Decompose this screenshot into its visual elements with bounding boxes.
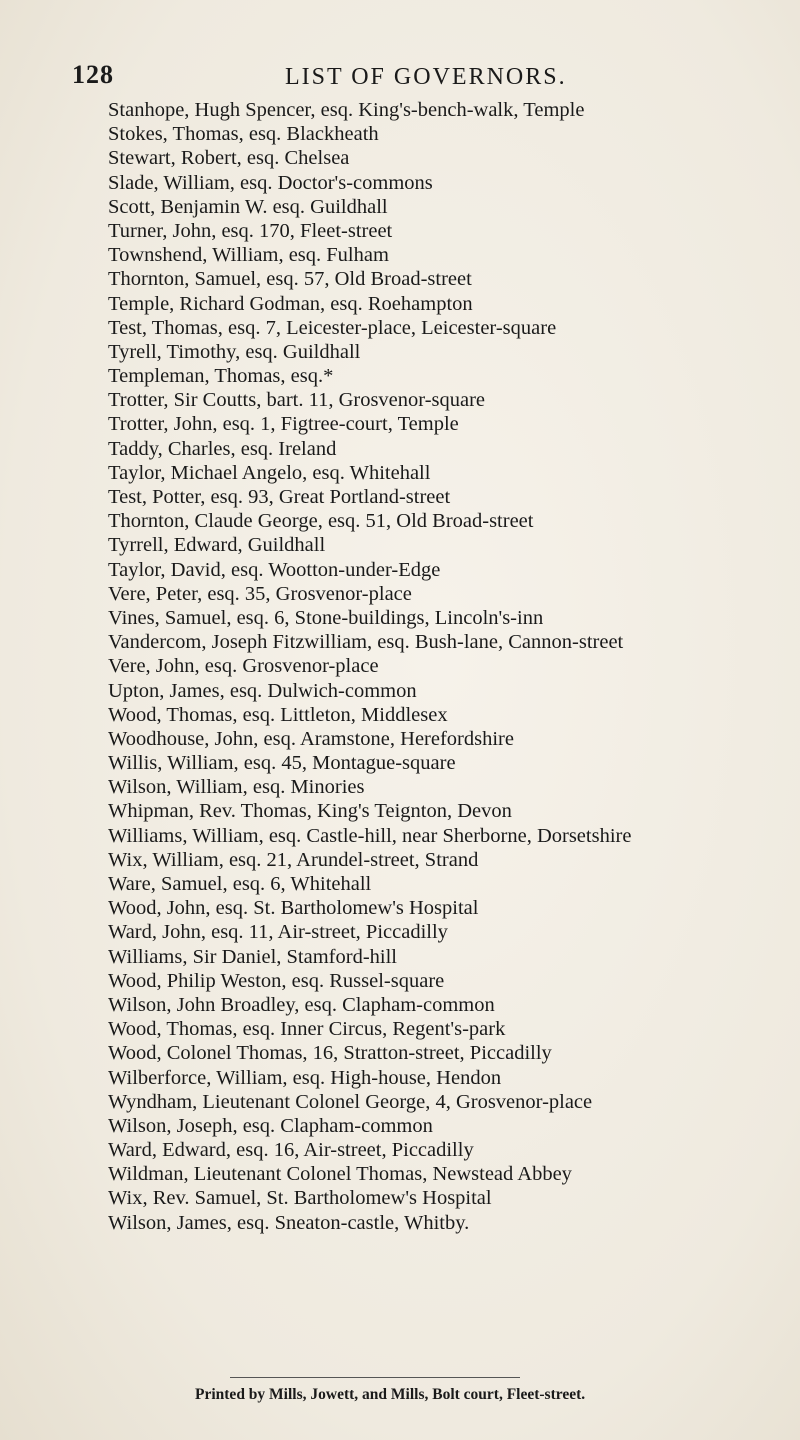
running-head: LIST OF GOVERNORS. <box>285 64 567 90</box>
list-item: Tyrrell, Edward, Guildhall <box>108 534 326 557</box>
printer-imprint: Printed by Mills, Jowett, and Mills, Bolt court, Fleet-street. <box>195 1386 586 1403</box>
list-item: Taylor, David, esq. Wootton-under-Edge <box>108 558 441 581</box>
list-item: Wood, Thomas, esq. Inner Circus, Regent's-park <box>108 1018 506 1041</box>
list-item: Upton, James, esq. Dulwich-common <box>108 679 417 702</box>
list-item: Vandercom, Joseph Fitzwilliam, esq. Bush-lane, Cannon-street <box>108 631 624 654</box>
list-item: Tyrell, Timothy, esq. Guildhall <box>108 340 361 363</box>
list-item: Trotter, Sir Coutts, bart. 11, Grosvenor-square <box>108 389 486 412</box>
list-item: Wyndham, Lieutenant Colonel George, 4, Grosvenor-place <box>108 1090 593 1113</box>
list-item: Wilson, Joseph, esq. Clapham-common <box>108 1114 433 1137</box>
list-item: Taylor, Michael Angelo, esq. Whitehall <box>108 461 431 484</box>
list-item: Temple, Richard Godman, esq. Roehampton <box>108 292 473 315</box>
list-item: Whipman, Rev. Thomas, King's Teignton, Devon <box>108 800 512 823</box>
list-item: Townshend, William, esq. Fulham <box>108 244 389 267</box>
list-item: Ward, John, esq. 11, Air-street, Piccadilly <box>108 921 448 944</box>
list-item: Stokes, Thomas, esq. Blackheath <box>108 123 379 146</box>
list-item: Wood, Colonel Thomas, 16, Stratton-street, Piccadilly <box>108 1042 552 1065</box>
footer-divider <box>230 1377 520 1378</box>
list-item: Vere, Peter, esq. 35, Grosvenor-place <box>108 582 412 605</box>
page-number: 128 <box>72 60 114 89</box>
list-item: Wix, Rev. Samuel, St. Bartholomew's Hospital <box>108 1187 492 1210</box>
list-item: Stanhope, Hugh Spencer, esq. King's-bench-walk, Temple <box>108 99 585 121</box>
list-item: Wood, John, esq. St. Bartholomew's Hospital <box>108 897 479 920</box>
list-item: Vere, John, esq. Grosvenor-place <box>108 655 379 678</box>
list-item: Wilberforce, William, esq. High-house, Hendon <box>108 1066 502 1089</box>
list-item: Wilson, James, esq. Sneaton-castle, Whitby. <box>108 1211 470 1234</box>
list-item: Test, Potter, esq. 93, Great Portland-street <box>108 486 451 508</box>
list-item: Vines, Samuel, esq. 6, Stone-buildings, Lincoln's-inn <box>108 606 544 629</box>
list-item: Woodhouse, John, esq. Aramstone, Herefordshire <box>108 727 514 750</box>
list-item: Williams, Sir Daniel, Stamford-hill <box>108 945 397 968</box>
list-item: Willis, William, esq. 45, Montague-square <box>108 752 456 775</box>
list-item: Wix, William, esq. 21, Arundel-street, Strand <box>108 848 479 871</box>
list-item: Wildman, Lieutenant Colonel Thomas, Newstead Abbey <box>108 1163 572 1186</box>
list-item: Slade, William, esq. Doctor's-commons <box>108 171 433 194</box>
list-item: Taddy, Charles, esq. Ireland <box>108 437 337 460</box>
list-item: Wilson, William, esq. Minories <box>108 776 365 799</box>
list-item: Thornton, Claude George, esq. 51, Old Broad-street <box>108 510 534 533</box>
list-item: Scott, Benjamin W. esq. Guildhall <box>108 195 388 218</box>
list-item: Wilson, John Broadley, esq. Clapham-common <box>108 993 495 1016</box>
list-item: Wood, Philip Weston, esq. Russel-square <box>108 969 445 992</box>
list-item: Templeman, Thomas, esq.* <box>108 365 334 388</box>
list-item: Trotter, John, esq. 1, Figtree-court, Temple <box>108 413 459 436</box>
list-item: Test, Thomas, esq. 7, Leicester-place, Leicester-square <box>108 316 557 339</box>
list-item: Ward, Edward, esq. 16, Air-street, Piccadilly <box>108 1139 474 1162</box>
list-item: Turner, John, esq. 170, Fleet-street <box>108 219 393 242</box>
list-item: Williams, William, esq. Castle-hill, near Sherborne, Dorsetshire <box>108 824 632 847</box>
list-item: Stewart, Robert, esq. Chelsea <box>108 147 350 170</box>
list-item: Ware, Samuel, esq. 6, Whitehall <box>108 873 372 895</box>
list-item: Thornton, Samuel, esq. 57, Old Broad-street <box>108 268 472 291</box>
governors-list <box>108 98 798 1235</box>
list-item: Wood, Thomas, esq. Littleton, Middlesex <box>108 703 448 726</box>
